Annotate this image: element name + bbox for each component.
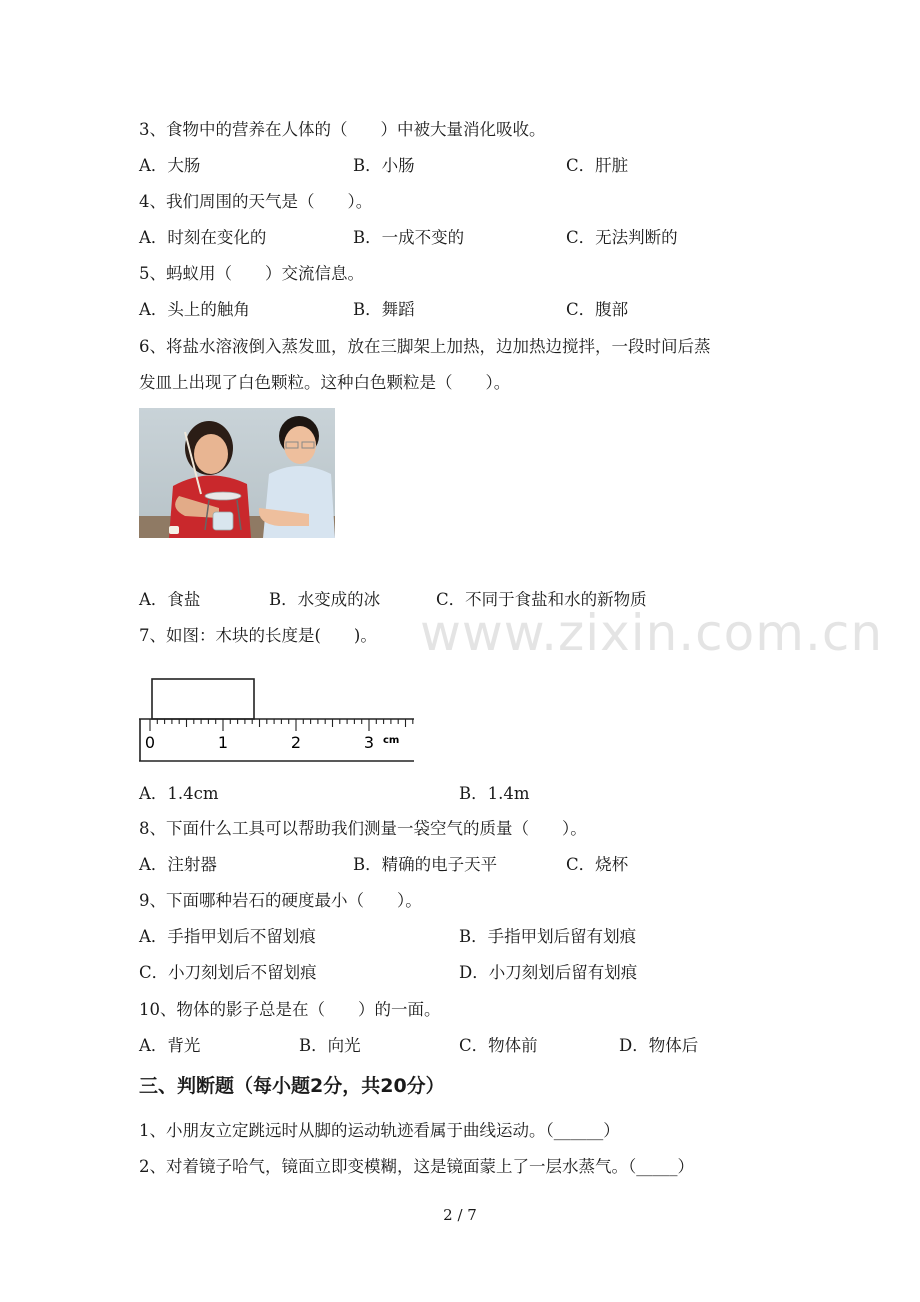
- q10-option-d: D．物体后: [619, 1036, 699, 1055]
- q3-option-a: A．大肠: [139, 156, 201, 175]
- q10-stem: 10、物体的影子总是在（ ）的一面。: [139, 1000, 441, 1019]
- experiment-photo: [139, 408, 335, 538]
- ruler-figure: [139, 675, 419, 771]
- tick-label-2: 2: [290, 733, 302, 752]
- q6-stem-line2: 发皿上出现了白色颗粒。这种白色颗粒是（ ）。: [139, 373, 511, 392]
- q9-stem: 9、下面哪种岩石的硬度最小（ ）。: [139, 891, 422, 910]
- q10-option-a: A．背光: [139, 1036, 201, 1055]
- unit-label: cm: [383, 735, 400, 746]
- q5-option-c: C．腹部: [566, 300, 629, 319]
- section-3-heading: 三、判断题（每小题2分，共20分）: [139, 1075, 445, 1097]
- q3-option-c: C．肝脏: [566, 156, 629, 175]
- q8-option-a: A．注射器: [139, 855, 217, 874]
- tick-label-3: 3: [363, 733, 375, 752]
- q5-stem: 5、蚂蚁用（ ）交流信息。: [139, 264, 364, 283]
- q9-option-d: D．小刀刻划后留有划痕: [459, 963, 638, 982]
- q6-option-c: C．不同于食盐和水的新物质: [436, 590, 647, 609]
- watermark: www.zixin.com.cn: [420, 604, 884, 662]
- q9-option-c: C．小刀刻划后不留划痕: [139, 963, 317, 982]
- q5-option-b: B．舞蹈: [353, 300, 415, 319]
- q4-option-c: C．无法判断的: [566, 228, 678, 247]
- q10-option-c: C．物体前: [459, 1036, 538, 1055]
- q7-stem: 7、如图：木块的长度是( )。: [139, 626, 377, 645]
- judge-item-1: 1、小朋友立定跳远时从脚的运动轨迹看属于曲线运动。（______）: [139, 1121, 620, 1140]
- q4-option-b: B．一成不变的: [353, 228, 465, 247]
- judge-item-2: 2、对着镜子哈气，镜面立即变模糊，这是镜面蒙上了一层水蒸气。（_____）: [139, 1157, 694, 1176]
- q3-option-b: B．小肠: [353, 156, 415, 175]
- q9-option-b: B．手指甲划后留有划痕: [459, 927, 637, 946]
- q4-stem: 4、我们周围的天气是（ ）。: [139, 192, 373, 211]
- q6-stem-line1: 6、将盐水溶液倒入蒸发皿，放在三脚架上加热，边加热边搅拌，一段时间后蒸: [139, 337, 711, 356]
- q8-option-b: B．精确的电子天平: [353, 855, 498, 874]
- q3-stem: 3、食物中的营养在人体的（ ）中被大量消化吸收。: [139, 120, 546, 139]
- q7-option-a: A．1.4cm: [139, 784, 219, 803]
- q9-option-a: A．手指甲划后不留划痕: [139, 927, 316, 946]
- q5-option-a: A．头上的触角: [139, 300, 250, 319]
- q10-option-b: B．向光: [299, 1036, 361, 1055]
- q8-stem: 8、下面什么工具可以帮助我们测量一袋空气的质量（ ）。: [139, 819, 587, 838]
- q8-option-c: C．烧杯: [566, 855, 629, 874]
- wood-block: [152, 679, 254, 719]
- q6-option-a: A．食盐: [139, 590, 201, 609]
- tick-label-1: 1: [217, 733, 229, 752]
- q4-option-a: A．时刻在变化的: [139, 228, 267, 247]
- q6-option-b: B．水变成的冰: [269, 590, 381, 609]
- tick-label-0: 0: [144, 733, 156, 752]
- q7-option-b: B．1.4m: [459, 784, 530, 803]
- page-number: 2 / 7: [443, 1206, 477, 1224]
